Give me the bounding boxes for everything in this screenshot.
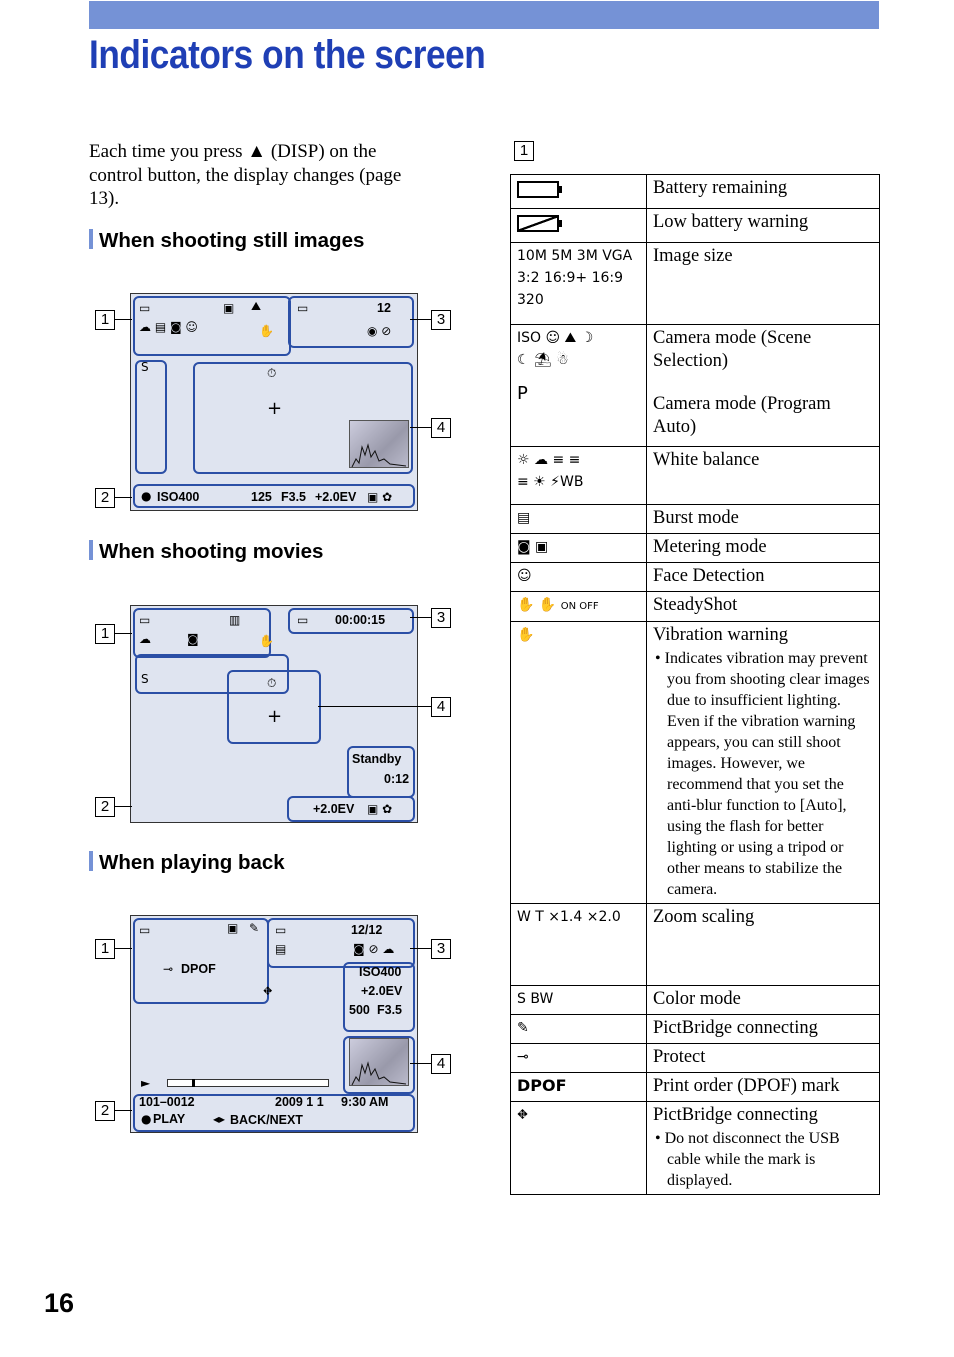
image-size-icon: ▣: [223, 301, 235, 315]
mode-icons: ◙ ⊘ ☁: [353, 942, 395, 956]
vibration-note: • Indicates vibration may prevent you from shooting clear images due to insufficient lighting. Even if the vibration warning appears, you can still shoot images. However, we recommend that you set the anti-blur function to [Auto], using the flash for better lighting or using a tripod or other means to stabilize the camera.: [655, 650, 870, 898]
metering-icon: ◙: [187, 632, 199, 646]
desc-cell: Image size: [647, 243, 880, 325]
desc-cell: Protect: [647, 1044, 880, 1073]
steadyshot-icon: ✋: [259, 324, 274, 338]
selftimer-icon: ⏱: [267, 366, 277, 380]
color-mode-icons: S BW: [511, 986, 647, 1015]
pictbridge-icon: ✎: [511, 1015, 647, 1044]
callout-2: 2: [95, 488, 115, 508]
scene-icon: ⛰: [251, 299, 262, 313]
program-auto-desc: Camera mode (Program Auto): [653, 394, 831, 437]
section-marker: [89, 851, 93, 871]
vibration-warning-desc: Vibration warning: [653, 625, 789, 645]
camera-mode-icons: [511, 325, 647, 447]
fnumber-value: F3.5: [281, 490, 307, 504]
face-detection-icon: ☺: [511, 563, 647, 592]
recording-time: 00:00:15: [335, 613, 386, 627]
desc-cell: [647, 1102, 880, 1195]
folder-icon: ▭: [275, 923, 287, 937]
playback-bar: [167, 1079, 329, 1087]
desc-cell: PictBridge connecting: [647, 1015, 880, 1044]
wb-icon: WB: [560, 474, 584, 490]
section-playback-heading: [89, 851, 285, 875]
leader-line: [114, 1110, 132, 1111]
desc-cell: Low battery warning: [647, 209, 880, 243]
iso-value: ISO400: [359, 965, 402, 979]
dpof-label: DPOF: [181, 962, 216, 976]
pictbridge-note-text: Do not disconnect the USB cable while the mark is displayed.: [664, 1130, 840, 1189]
section-playback-label: When playing back: [99, 851, 285, 874]
battery-icon: ▭: [139, 923, 151, 937]
section-movies-label: When shooting movies: [99, 540, 324, 563]
battery-remaining-icon: [517, 181, 559, 198]
pictbridge-desc: PictBridge connecting: [653, 1105, 818, 1125]
table-row: [511, 1073, 880, 1102]
recording-clock: 9:30 AM: [341, 1095, 389, 1109]
leader-line: [318, 706, 431, 707]
callout-4: 4: [431, 1054, 451, 1074]
histogram: [349, 1038, 409, 1086]
leader-line: [410, 617, 431, 618]
zoom-icons: W T ×1.4 ×2.0: [511, 904, 647, 986]
battery-icon: ▭: [139, 613, 151, 627]
desc-cell: [647, 325, 880, 447]
vibration-note-text: Indicates vibration may prevent you from shooting clear images due to insufficient lighting. Even if the vibration warning appears, you can still shoot images. However, we recommend that you set the anti-blur function to [Auto], using the flash for better lighting or using a tripod or other means to stabilize the camera.: [664, 650, 870, 898]
file-number: 101–0012: [139, 1095, 195, 1109]
af-crosshair: +: [267, 706, 283, 727]
intro-text: Each time you press ▲ (DISP) on the control button, the display changes (page 13).: [89, 141, 402, 209]
header-bar: [89, 1, 879, 29]
image-size-icons: 10M 5M 3M VGA 3:2 16:9+ 16:9 320: [511, 243, 647, 325]
table-row: [511, 534, 880, 563]
ev-value: +2.0EV: [313, 802, 355, 816]
pictbridge-icon: ✎: [249, 921, 260, 935]
selftimer-icon: ⏱: [267, 676, 277, 690]
leader-line: [410, 319, 431, 320]
icon-cell: [511, 209, 647, 243]
table-row: [511, 1044, 880, 1073]
callout-2: 2: [95, 797, 115, 817]
section-still-heading: [89, 229, 364, 253]
image-counter: 12/12: [351, 923, 383, 937]
desc-cell: Burst mode: [647, 505, 880, 534]
table-row: [511, 1102, 880, 1195]
remaining-time: 0:12: [384, 772, 410, 786]
table-row: [511, 209, 880, 243]
rec-dot-icon: ●: [141, 1112, 152, 1126]
af-crosshair: +: [267, 398, 283, 419]
desc-cell: White balance: [647, 447, 880, 505]
standby-label: Standby: [352, 752, 402, 766]
desc-cell: [647, 622, 880, 904]
color-mode-icon: S: [141, 360, 149, 374]
callout-1: 1: [95, 310, 115, 330]
desc-cell: Face Detection: [647, 563, 880, 592]
dro-icon: ▤: [275, 942, 287, 956]
zone-1-left: [135, 360, 167, 474]
section-marker: [89, 540, 93, 560]
white-balance-icons: ☼ ☁ ≡ ≡ ≡ ☀ ⚡WB: [511, 447, 647, 505]
redeye-icon: ◉ ⊘: [367, 324, 392, 338]
camera-mode-icons: ☁ ▤ ◙ ☺: [139, 320, 198, 334]
ev-value: +2.0EV: [361, 984, 403, 998]
folder-icon: ▭: [297, 301, 309, 315]
leader-line: [114, 497, 132, 498]
play-label: PLAY: [153, 1112, 186, 1126]
table-row: [511, 325, 880, 447]
fnumber-value: F3.5: [377, 1003, 403, 1017]
burst-icon: ▤: [511, 505, 647, 534]
steadyshot-icon: ✋: [259, 634, 274, 648]
desc-cell: Print order (DPOF) mark: [647, 1073, 880, 1102]
protect-icon: ⊸: [511, 1044, 647, 1073]
movie-size-icon: ▥: [229, 613, 241, 627]
leader-line: [114, 319, 132, 320]
callout-2: 2: [95, 1101, 115, 1121]
histogram: [349, 420, 409, 468]
table-row: [511, 175, 880, 209]
still-screen: [130, 293, 418, 511]
callout-3: 3: [431, 608, 451, 628]
page-title: Indicators on the screen: [89, 33, 486, 77]
callout-3: 3: [431, 310, 451, 330]
page-number: 16: [44, 1288, 75, 1318]
table-callout-1: 1: [514, 141, 534, 161]
low-battery-icon: [517, 215, 559, 232]
desc-cell: SteadyShot: [647, 592, 880, 622]
shutter-value: 500: [349, 1003, 370, 1017]
back-next-label: BACK/NEXT: [230, 1113, 303, 1127]
dpof-icon: DPOF: [511, 1073, 647, 1102]
table-row: [511, 592, 880, 622]
callout-4: 4: [431, 418, 451, 438]
leader-line: [114, 806, 132, 807]
desc-cell: Zoom scaling: [647, 904, 880, 986]
rec-dot-icon: ●: [141, 489, 152, 503]
section-still-label: When shooting still images: [99, 229, 365, 252]
folder-icon: ▭: [297, 613, 309, 627]
protect-icon: ⊸: [163, 962, 174, 976]
vibration-warning-icon: ✋: [511, 622, 647, 904]
pictbridge-connecting-icon: ⛖: [263, 984, 273, 998]
recording-date: 2009 1 1: [275, 1095, 324, 1109]
ev-value: +2.0EV: [315, 490, 357, 504]
table-row: [511, 505, 880, 534]
iso-icon: ISO: [517, 330, 542, 346]
steadyshot-icons: ✋ ✋ ON OFF: [511, 592, 647, 622]
iso-value: ISO400: [157, 490, 200, 504]
section-movies-heading: [89, 540, 323, 564]
pictbridge-note: • Do not disconnect the USB cable while the mark is displayed.: [655, 1130, 840, 1189]
table-row: [511, 563, 880, 592]
scene-icons: ISO ☺ ⛰ ☽: [517, 330, 594, 346]
leader-line: [410, 427, 431, 428]
icon-cell: [511, 175, 647, 209]
desc-cell: Battery remaining: [647, 175, 880, 209]
section-marker: [89, 229, 93, 249]
movies-screen: [130, 605, 418, 823]
playback-screen: [130, 915, 418, 1133]
scene-icons-row2: ☾ ⛱ ☃: [517, 352, 569, 368]
pictbridge-connecting-icon: ⛖: [511, 1102, 647, 1195]
metering-macro-icons: ▣ ✿: [367, 490, 393, 504]
leader-line: [410, 948, 431, 949]
zone-1: [133, 608, 271, 658]
table-row: [511, 986, 880, 1015]
callout-1: 1: [95, 939, 115, 959]
leader-line: [114, 633, 132, 634]
shutter-value: 125: [251, 490, 272, 504]
table-row: [511, 1015, 880, 1044]
table-row: [511, 622, 880, 904]
table-row: [511, 904, 880, 986]
arrows-icon: ◂▸: [213, 1112, 226, 1126]
steadyshot-label: ON OFF: [560, 601, 599, 612]
wb-icon: ☁: [139, 632, 151, 646]
desc-cell: Color mode: [647, 986, 880, 1015]
battery-icon: ▭: [139, 301, 151, 315]
leader-line: [114, 948, 132, 949]
scene-selection-desc: Camera mode (Scene Selection): [653, 328, 812, 371]
indicator-table: [510, 174, 880, 1195]
metering-icons: ◙ ▣: [511, 534, 647, 563]
leader-line: [410, 1063, 431, 1064]
metering-macro-icons: ▣ ✿: [367, 802, 393, 816]
table-row: [511, 447, 880, 505]
callout-4: 4: [431, 697, 451, 717]
callout-3: 3: [431, 939, 451, 959]
playback-position: [192, 1079, 195, 1087]
callout-1: 1: [95, 624, 115, 644]
program-icon: P: [517, 383, 528, 404]
color-mode-icon: S: [141, 672, 149, 686]
play-icon: ►: [141, 1076, 151, 1090]
remaining-count: 12: [377, 301, 391, 315]
image-size-icon: ▣: [227, 921, 239, 935]
desc-cell: Metering mode: [647, 534, 880, 563]
table-row: [511, 243, 880, 325]
